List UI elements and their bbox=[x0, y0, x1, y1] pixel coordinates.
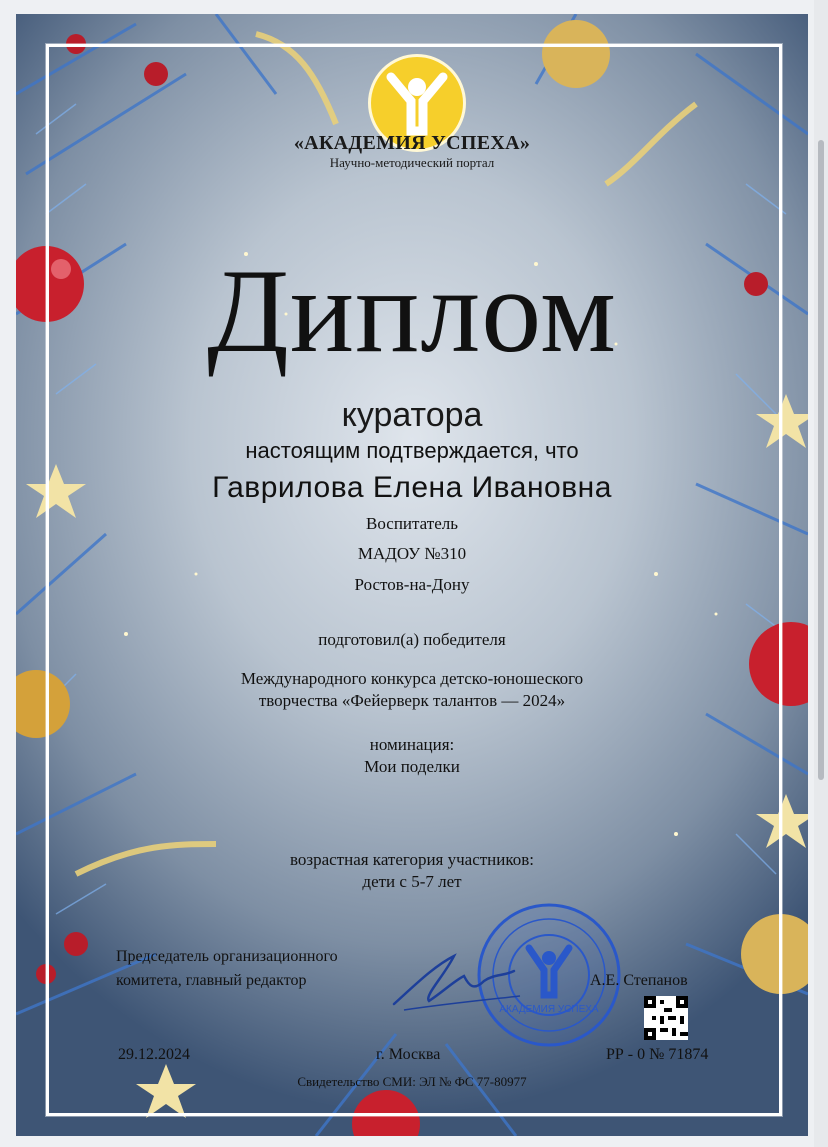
age-category-label: возрастная категория участников: bbox=[289, 850, 535, 869]
recipient-organization: МАДОУ №310 bbox=[357, 544, 467, 563]
prepared-winner-text: подготовил(а) победителя bbox=[318, 630, 506, 649]
stamp-text: АКАДЕМИЯ УСПЕХА bbox=[499, 1004, 599, 1015]
scrollbar[interactable] bbox=[814, 0, 828, 1147]
signature-image bbox=[384, 946, 524, 1016]
qr-code-icon bbox=[644, 996, 688, 1040]
nomination-label: номинация: bbox=[369, 735, 455, 754]
diploma-number: РР - 0 № 71874 bbox=[606, 1046, 709, 1063]
contest-name-line-2: творчества «Фейерверк талантов — 2024» bbox=[258, 691, 566, 710]
recipient-position: Воспитатель bbox=[366, 514, 458, 533]
chairman-title-line-2: комитета, главный редактор bbox=[116, 972, 307, 989]
organization-name: «АКАДЕМИЯ УСПЕХА» bbox=[293, 132, 531, 154]
media-registration: Свидетельство СМИ: ЭЛ № ФС 77-80977 bbox=[297, 1074, 527, 1089]
signer-name: А.Е. Степанов bbox=[590, 972, 688, 989]
issue-date: 29.12.2024 bbox=[118, 1046, 190, 1063]
nomination-value: Мои поделки bbox=[364, 757, 460, 776]
chairman-title-line-1: Председатель организационного bbox=[116, 948, 338, 965]
organization-subtitle: Научно-методический портал bbox=[329, 155, 495, 170]
issue-place: г. Москва bbox=[376, 1046, 441, 1063]
contest-name-line-1: Международного конкурса детско-юношеского bbox=[240, 669, 584, 688]
certificate-document bbox=[16, 14, 808, 1136]
diploma-subtitle: куратора bbox=[341, 396, 483, 434]
confirmation-text: настоящим подтверждается, что bbox=[245, 438, 579, 463]
scrollbar-thumb[interactable] bbox=[818, 140, 824, 780]
age-category-value: дети с 5-7 лет bbox=[362, 872, 462, 891]
recipient-name: Гаврилова Елена Ивановна bbox=[212, 471, 612, 504]
recipient-city: Ростов-на-Дону bbox=[354, 575, 470, 594]
diploma-title: Диплом bbox=[207, 244, 617, 377]
